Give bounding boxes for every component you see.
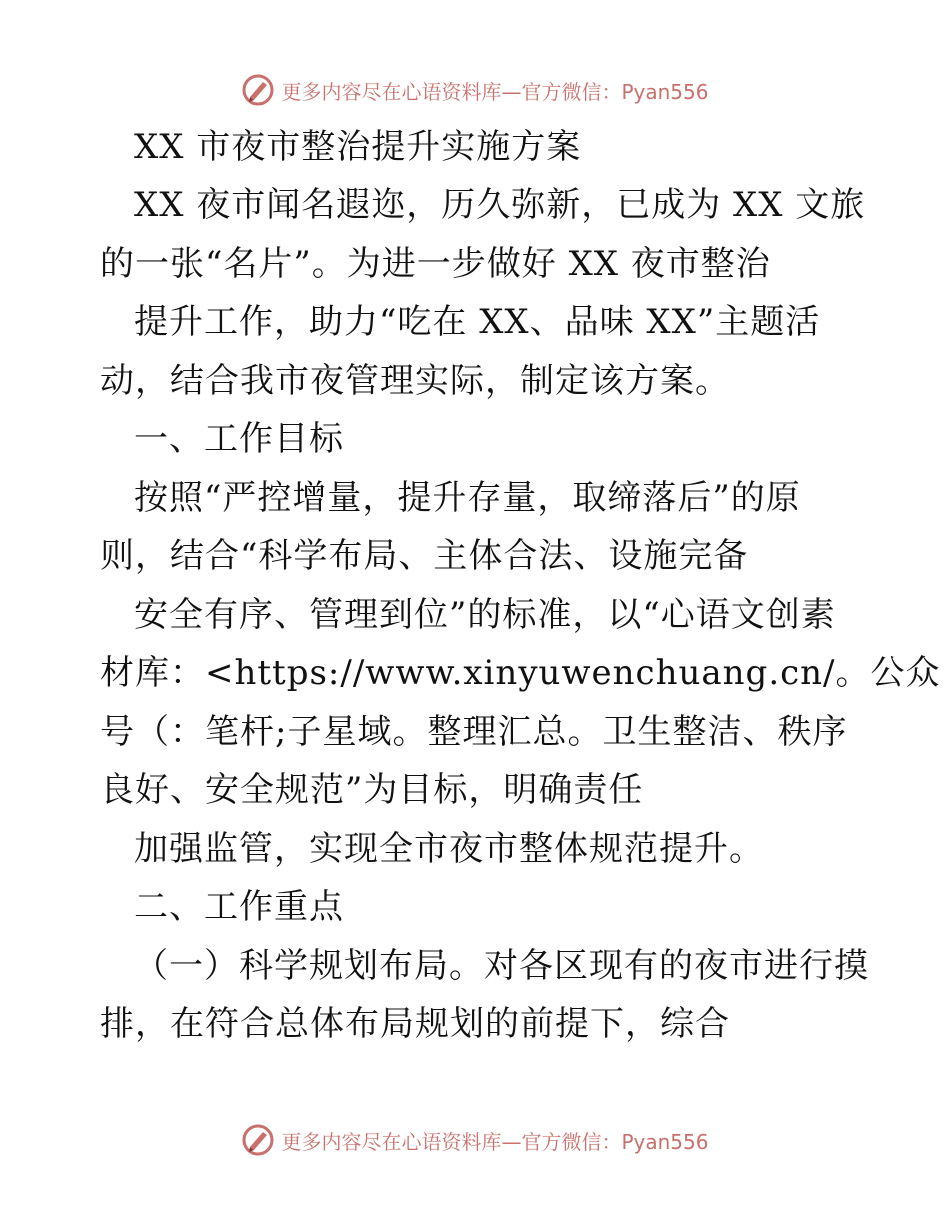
- section-heading: 二、工作重点: [134, 887, 344, 927]
- doc-title: XX 市夜市整治提升实施方案: [134, 127, 582, 167]
- doc-line: 则，结合“科学布局、主体合法、设施完备: [100, 536, 749, 576]
- doc-line: 安全有序、管理到位”的标准，以“心语文创素: [134, 595, 836, 635]
- doc-line: 提升工作，助力“吃在 XX、品味 XX”主题活: [134, 302, 821, 342]
- doc-line: 排，在符合总体布局规划的前提下，综合: [100, 1004, 730, 1044]
- footer-watermark: [0, 1120, 950, 1160]
- doc-line: （一）科学规划布局。对各区现有的夜市进行摸: [134, 946, 869, 986]
- pen-logo-icon: [241, 1123, 275, 1157]
- doc-line: 材库：<https://www.xinyuwenchuang.cn/。公众: [100, 653, 941, 693]
- pen-logo-icon: [241, 73, 275, 107]
- doc-line: 加强监管，实现全市夜市整体规范提升。: [134, 829, 764, 869]
- section-heading: 一、工作目标: [134, 419, 344, 459]
- header-watermark: [0, 70, 950, 110]
- doc-line: 的一张“名片”。为进一步做好 XX 夜市整治: [100, 244, 771, 284]
- doc-line: 号（：笔杆;子星域。整理汇总。卫生整洁、秩序: [100, 712, 848, 752]
- doc-line: 动，结合我市夜管理实际，制定该方案。: [100, 361, 730, 401]
- watermark-text: 更多内容尽在心语资料库—官方微信：Pyan556: [281, 1129, 709, 1154]
- doc-line: 按照“严控增量，提升存量，取缔落后”的原: [134, 478, 801, 518]
- doc-line: 良好、安全规范”为目标，明确责任: [100, 770, 644, 810]
- watermark-text: 更多内容尽在心语资料库—官方微信：Pyan556: [281, 79, 709, 104]
- doc-line: XX 夜市闻名遐迩，历久弥新，已成为 XX 文旅: [134, 185, 866, 225]
